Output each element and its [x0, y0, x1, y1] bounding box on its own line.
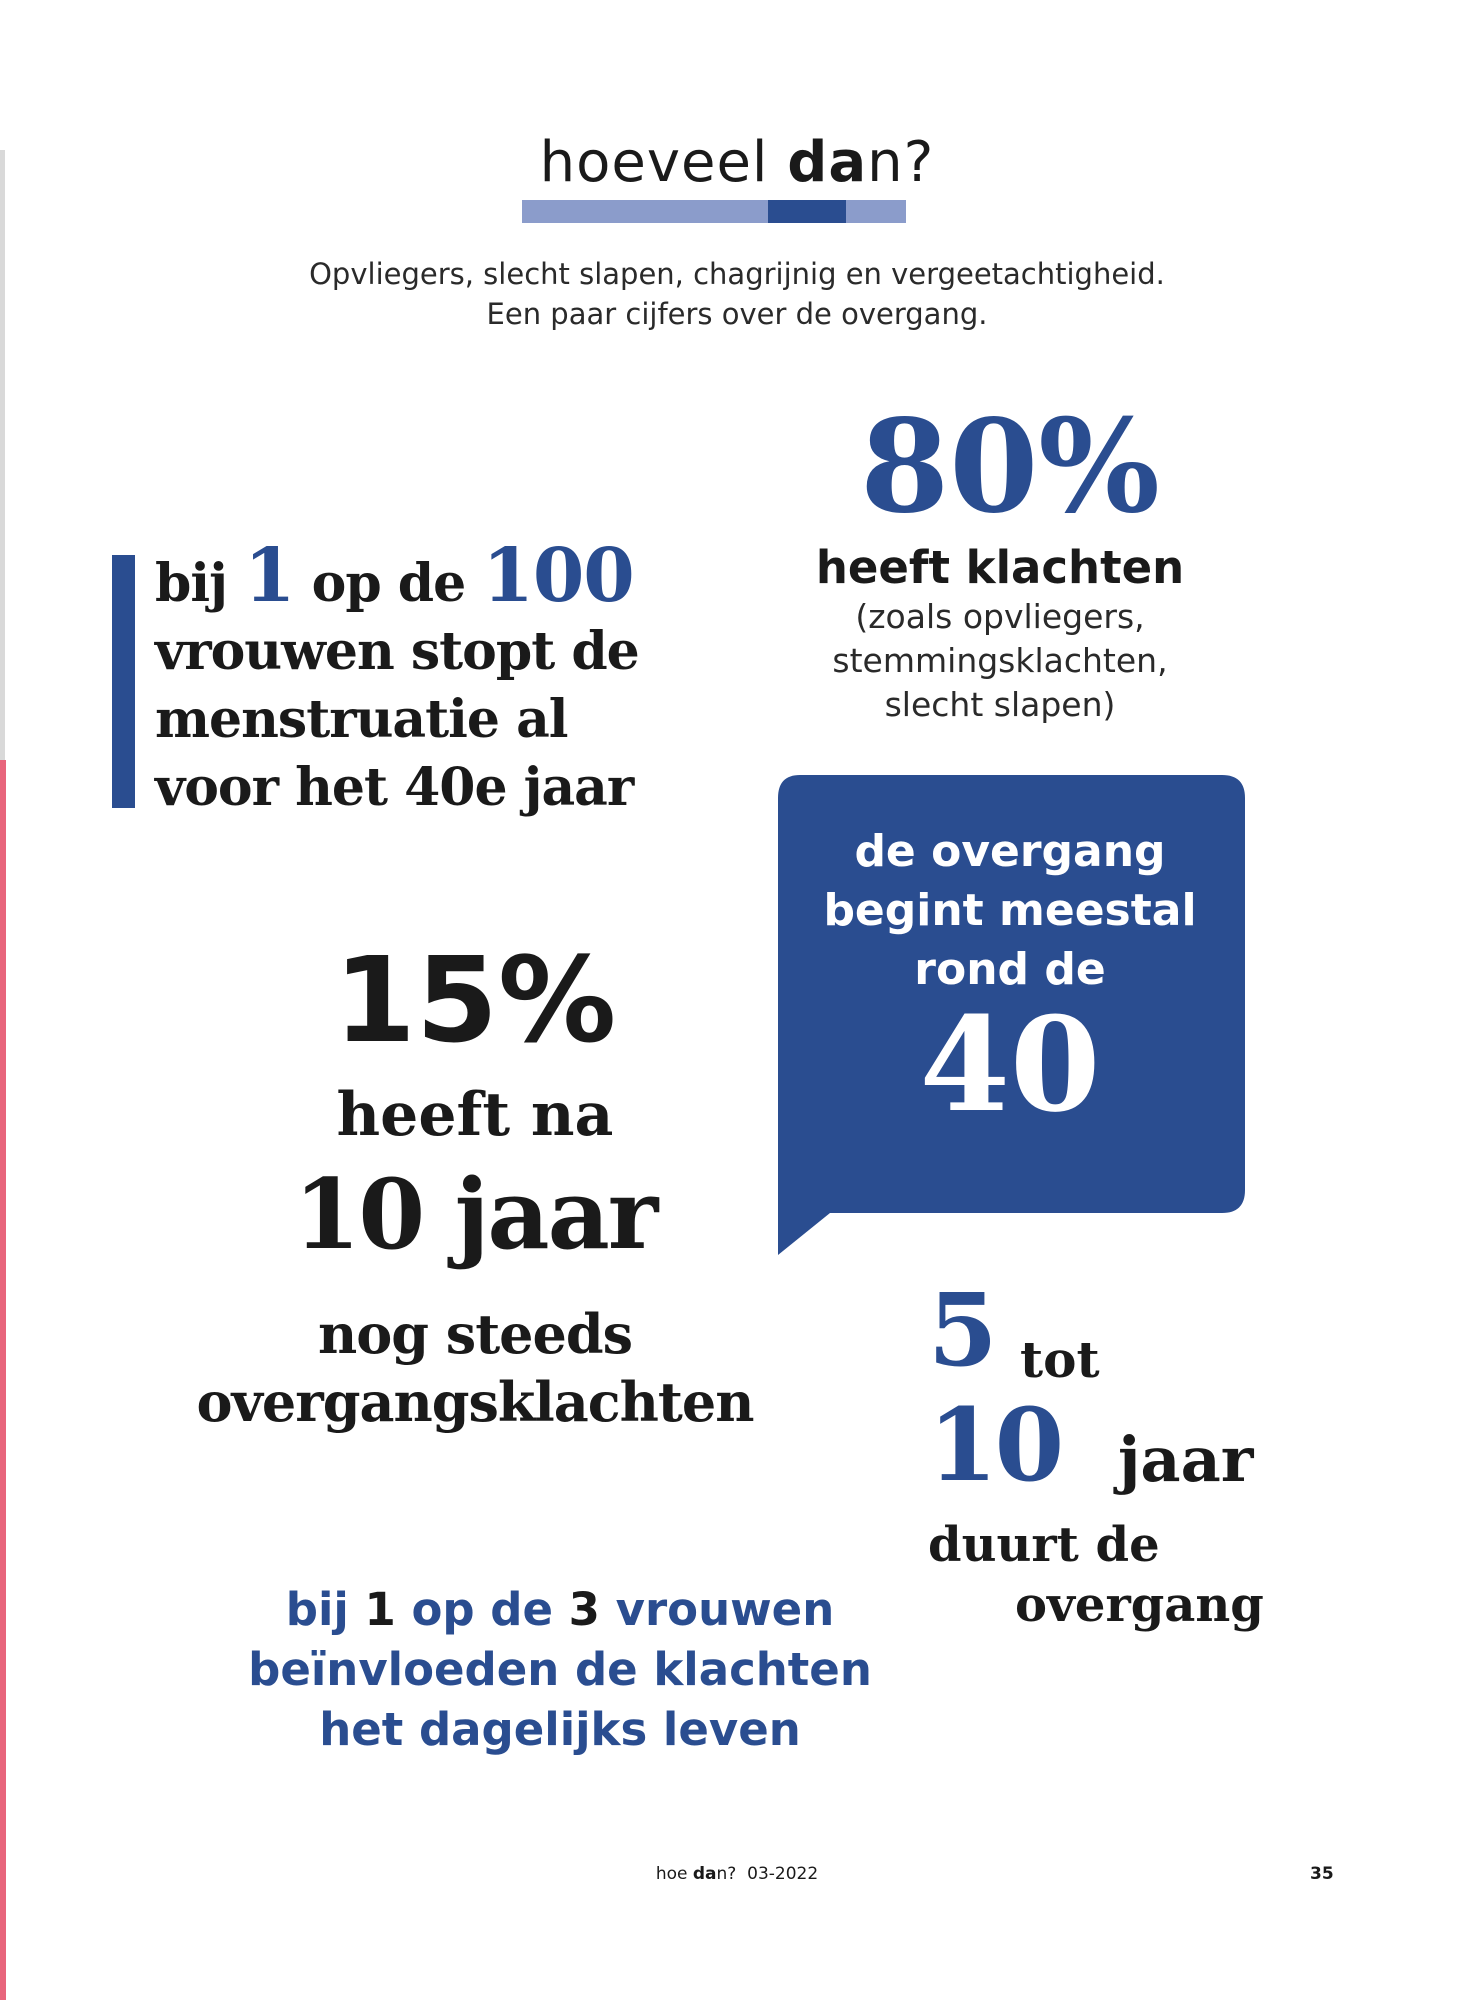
- page-number: 35: [1310, 1864, 1334, 1884]
- page-title: hoeveel dan?: [539, 130, 935, 195]
- stat-duur-jaar: jaar: [1118, 1423, 1254, 1496]
- stat-begin-text: de overgang begint meestal rond de: [823, 826, 1197, 995]
- stat-15-percent: 15%: [333, 931, 617, 1069]
- stat-80-note: (zoals opvliegers, stemmingsklachten, slecht slapen): [832, 597, 1168, 724]
- stat-duur-to: 10: [928, 1386, 1062, 1504]
- stat-duur-line4: overgang: [1015, 1577, 1264, 1633]
- stat-dagelijks: bij 1 op de 3 vrouwen beïnvloeden de klachten het dagelijks leven: [248, 1583, 872, 1756]
- stat-15-rest: nog steeds overgangsklachten: [196, 1302, 754, 1434]
- page-footer: hoe dan? 03-2022: [655, 1864, 819, 1884]
- stat-duur-tot: tot: [1020, 1330, 1100, 1389]
- stat-duur-from: 5: [928, 1271, 998, 1389]
- stat-15-line2: 10 jaar: [293, 1158, 657, 1271]
- stat-80-percent: 80%: [860, 392, 1160, 542]
- stat-menstruatie: bij 1 op de 100 vrouwen stopt de menstruatie al voor het 40e jaar: [155, 533, 639, 818]
- stat-15-line1: heeft na: [336, 1080, 614, 1150]
- stat-begin-value: 40: [919, 988, 1101, 1141]
- stat-80-label: heeft klachten: [815, 541, 1185, 594]
- stat-duur-line3: duurt de: [928, 1517, 1160, 1573]
- intro-text: Opvliegers, slecht slapen, chagrijnig en vergeetachtigheid. Een paar cijfers over de overgang.: [309, 257, 1165, 331]
